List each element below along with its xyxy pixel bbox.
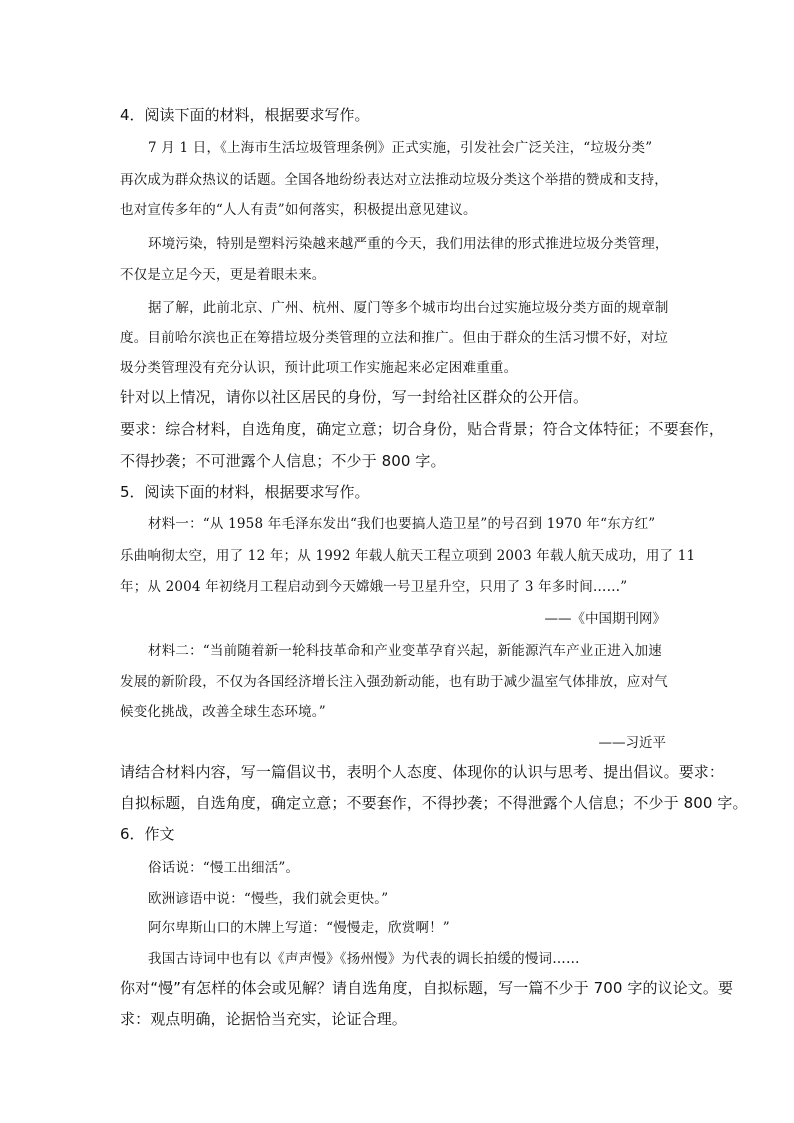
q4-material-line: 度。目前哈尔滨也正在筹措垃圾分类管理的立法和推广。但由于群众的生活习惯不好，对垃 (120, 330, 668, 346)
q4-task-line: 不得抄袭；不可泄露个人信息；不少于 800 字。 (120, 452, 446, 470)
q5-source-1: ——《中国期刊网》 (544, 611, 666, 627)
question-6-heading: 6．作文 (120, 825, 175, 843)
q5-task-line: 请结合材料内容，写一篇倡议书，表明个人态度、体现你的认识与思考、提出倡议。要求： (120, 763, 725, 781)
q4-material-line: 7 月 1 日，《上海市生活垃圾管理条例》正式实施，引发社会广泛关注，“垃圾分类” (148, 140, 653, 156)
q6-task-line: 求：观点明确，论据恰当充实，论证合理。 (120, 1010, 407, 1028)
q4-material-line: 不仅是立足今天，更是着眼未来。 (120, 267, 326, 283)
q5-material2-line: 候变化挑战，改善全球生态环境。” (120, 704, 326, 720)
question-5-heading: 5．阅读下面的材料，根据要求写作。 (120, 483, 370, 501)
q5-material2-line: 材料二：“当前随着新一轮科技革命和产业变革孕育兴起，新能源汽车产业正进入加速 (148, 643, 663, 659)
q6-material-line: 阿尔卑斯山口的木牌上写道：“慢慢走，欣赏啊！” (148, 920, 450, 936)
q5-material2-line: 发展的新阶段，不仅为各国经济增长注入强劲新动能，也有助于减少温室气体排放，应对气 (120, 674, 668, 690)
q4-material-line: 再次成为群众热议的话题。全国各地纷纷表达对立法推动垃圾分类这个举措的赞成和支持， (120, 172, 668, 188)
q4-material-line: 环境污染，特别是塑料污染越来越严重的今天，我们用法律的形式推进垃圾分类管理， (148, 236, 669, 252)
q5-task-line: 自拟标题，自选角度，确定立意；不要套作，不得抄袭；不得泄露个人信息；不少于 800 字。 (120, 794, 748, 812)
q5-material1-line: 乐曲响彻太空，用了 12 年；从 1992 年载人航天工程立项到 2003 年载人航天成功，用了 11 (120, 548, 696, 564)
q5-material1-line: 年；从 2004 年初绕月工程启动到今天嫦娥一号卫星升空，只用了 3 年多时间……” (120, 579, 628, 595)
q4-material-line: 据了解，此前北京、广州、杭州、厦门等多个城市均出台过实施垃圾分类方面的规章制 (148, 300, 669, 316)
q6-material-line: 我国古诗词中也有以《声声慢》《扬州慢》为代表的调长拍缓的慢词…… (148, 951, 580, 967)
q5-source-2: ——习近平 (598, 735, 666, 751)
q4-task-line: 针对以上情况，请你以社区居民的身份，写一封给社区群众的公开信。 (120, 388, 589, 406)
question-4-heading: 4．阅读下面的材料，根据要求写作。 (120, 106, 370, 124)
q6-task-line: 你对“慢”有怎样的体会或见解？请自选角度，自拟标题，写一篇不少于 700 字的议论文。要 (120, 979, 734, 997)
q6-material-line: 俗话说：“慢工出细活”。 (148, 860, 300, 876)
q4-material-line: 也对宣传多年的“人人有责”如何落实，积极提出意见建议。 (120, 202, 477, 218)
q5-material1-line: 材料一：“从 1958 年毛泽东发出“我们也要搞人造卫星”的号召到 1970 年“东方红” (148, 516, 656, 532)
q6-material-line: 欧洲谚语中说：“慢些，我们就会更快。” (148, 891, 389, 907)
q4-material-line: 圾分类管理没有充分认识，预计此项工作实施起来必定困难重重。 (120, 360, 518, 376)
q4-task-line: 要求：综合材料，自选角度，确定立意；切合身份，贴合背景；符合文体特征；不要套作， (120, 420, 725, 438)
